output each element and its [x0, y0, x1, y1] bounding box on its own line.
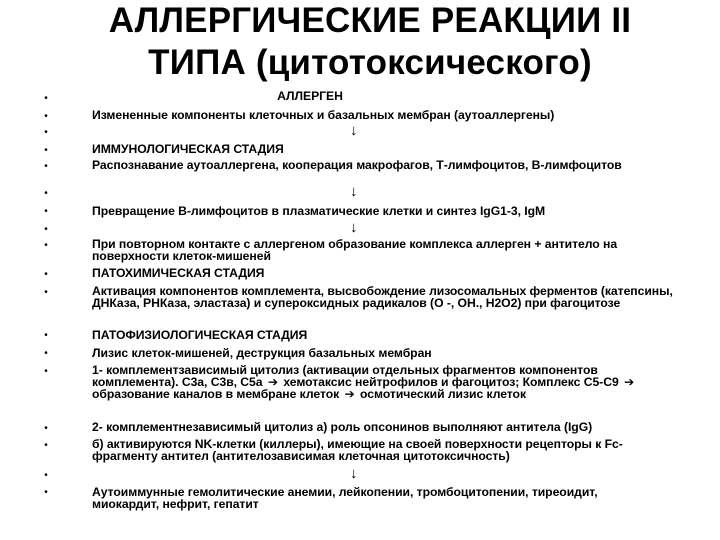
bullet-icon: •	[44, 161, 48, 172]
bullet-icon: •	[44, 240, 48, 251]
bullet-icon: •	[44, 330, 48, 341]
nk-cells-text: б) активируются NK-клетки (киллеры), имеющие на своей поверхности рецепторы к Fc-фрагменту антител (антителозависимая клеточная цитотоксичность)	[92, 437, 623, 463]
bullet-icon: •	[44, 366, 48, 377]
bullet-icon: •	[44, 127, 48, 138]
bullet-icon: •	[44, 287, 48, 298]
bullet-icon: •	[44, 423, 48, 434]
bullet-icon: •	[44, 487, 48, 498]
complement-dependent-text-c: образование каналов в мембране клеток	[92, 387, 340, 401]
pathochemical-stage-heading: ПАТОХИМИЧЕСКАЯ СТАДИЯ	[92, 266, 265, 280]
lysis-text: Лизис клеток-мишеней, деструкция базальных мембран	[92, 346, 432, 360]
bullet-icon: •	[44, 111, 48, 122]
immunological-stage-heading: ИММУНОЛОГИЧЕСКАЯ СТАДИЯ	[92, 142, 284, 156]
conversion-text: Превращение В-лимфоцитов в плазматические клетки и синтез IgG1-3, IgM	[92, 204, 546, 218]
bullet-icon: •	[44, 145, 48, 156]
bullet-icon: •	[44, 188, 48, 199]
title-line-1: АЛЛЕРГИЧЕСКИЕ РЕАКЦИИ II	[108, 1, 632, 40]
right-arrow-icon: ➔	[267, 375, 279, 389]
bullet-icon: •	[44, 206, 48, 217]
right-arrow-icon: ➔	[624, 375, 635, 389]
complement-dependent-text-a: 1- комплементзависимый цитолиз (активации отдельных фрагментов компонентов комплемента). С3а, С3в, С5а	[92, 363, 598, 389]
bullet-icon: •	[44, 93, 48, 104]
allergen-heading: АЛЛЕРГЕН	[277, 89, 343, 103]
complement-dependent-text-d: осмотический лизис клеток	[360, 387, 527, 401]
complement-dependent-cytolysis	[92, 364, 652, 400]
complement-dependent-text-b: хемотаксис нейтрофилов и фагоцитоз; Комплекс С5-С9	[283, 375, 619, 389]
title-line-2: ТИПА (цитотоксического)	[148, 43, 592, 82]
complex-formation-text: При повторном контакте с аллергеном образование комплекса аллерген + антитело на поверхности клеток-мишеней	[92, 237, 618, 263]
down-arrow-icon: ↓	[350, 465, 358, 482]
pathophysiological-stage-heading: ПАТОФИЗИОЛОГИЧЕСКАЯ СТАДИЯ	[92, 328, 308, 342]
complement-independent-text: 2- комплементнезависимый цитолиз а) роль опсонинов выполняют антитела (IgG)	[92, 420, 593, 434]
down-arrow-icon: ↓	[350, 219, 358, 236]
bullet-icon: •	[44, 470, 48, 481]
diseases-text: Аутоиммунные гемолитические анемии, лейкопении, тромбоцитопении, тиреоидит, миокардит, нефрит, гепатит	[92, 485, 598, 511]
right-arrow-icon: ➔	[344, 387, 355, 401]
bullet-icon: •	[44, 269, 48, 280]
recognition-text: Распознавание аутоаллергена, кооперация макрофагов, Т-лимфоцитов, В-лимфоцитов	[92, 158, 622, 172]
bullet-icon: •	[44, 224, 48, 235]
down-arrow-icon: ↓	[350, 122, 358, 139]
down-arrow-icon: ↓	[350, 183, 358, 200]
bullet-icon: •	[44, 348, 48, 359]
altered-components-text: Измененные компоненты клеточных и базальных мембран (аутоаллергены)	[92, 108, 555, 122]
complement-activation-text: Активация компонентов комплемента, высвобождение лизосомальных ферментов (катепсины, ДНКаза, РНКаза, эластаза) и супероксидных радикалов (О -, ОН., Н2О2) при фагоцитозе	[92, 284, 673, 310]
bullet-icon: •	[44, 440, 48, 451]
